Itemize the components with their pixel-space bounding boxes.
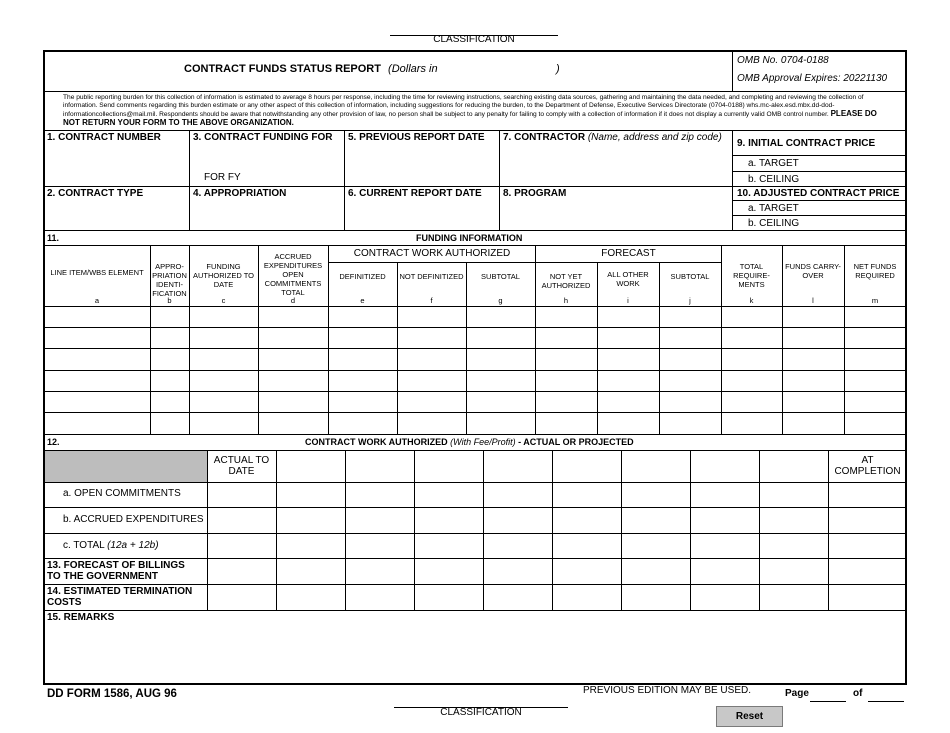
cwa-cell[interactable]	[208, 559, 276, 584]
cwa-cell[interactable]	[760, 534, 828, 558]
funding-cell[interactable]	[598, 371, 659, 391]
cwa-cell[interactable]	[622, 508, 690, 533]
funding-cell[interactable]	[660, 307, 721, 327]
cwa-period-header-cell[interactable]	[691, 451, 759, 481]
funding-cell[interactable]	[598, 392, 659, 412]
funding-cell[interactable]	[151, 349, 189, 370]
funding-cell[interactable]	[151, 413, 189, 434]
cwa-cell[interactable]	[346, 483, 414, 507]
funding-cell[interactable]	[151, 307, 189, 327]
cwa-cell[interactable]	[691, 483, 759, 507]
initial-contract-price-label: 9. INITIAL CONTRACT PRICE	[737, 138, 876, 149]
form-id: DD FORM 1586, AUG 96	[47, 688, 177, 700]
funding-cell[interactable]	[722, 413, 782, 434]
title-close-paren: )	[556, 63, 560, 75]
open-commitments-label: a. OPEN COMMITMENTS	[63, 488, 181, 499]
funding-cell[interactable]	[151, 371, 189, 391]
burden-statement: The public reporting burden for this collection of information is estimated to average 8 hours per response, including the time for reviewing instructions, searching existing data sources, gathering and maintaining the data needed, and completing and reviewing the collection of information. Send comments regarding this burden estimate or any other aspect of this collection of information, including suggestions for reducing the burden, to the Department of Defense, Executive Services Directorate (0704-0188) whs.mc-alex.esd.mbx.dd-dod-informationcollections@mail.mil. Respondents should be aware that notwithstanding any other provision of law, no person shall be subject to any penalty for failing to comply with a collection of information if it does not display a currently valid OMB control number. PLEASE DO NOT RETURN YOUR FORM TO THE ABOVE ORGANIZATION.	[63, 94, 877, 127]
cwa-cell[interactable]	[484, 534, 552, 558]
funding-column-letter: l	[812, 296, 814, 305]
of-label: of	[853, 688, 863, 699]
funding-cell[interactable]	[45, 371, 150, 391]
cwa-cell[interactable]	[277, 534, 345, 558]
cwa-cell[interactable]	[346, 508, 414, 533]
previous-edition-note: PREVIOUS EDITION MAY BE USED.	[583, 685, 751, 696]
funding-column-header: DEFINITIZED	[339, 272, 386, 281]
previous-report-date-label: 5. PREVIOUS REPORT DATE	[348, 132, 485, 143]
initial-ceiling-field[interactable]	[810, 173, 904, 185]
program-field[interactable]	[501, 201, 731, 229]
funding-column-header: ALL OTHER WORK	[607, 270, 649, 288]
contract-number-label: 1. CONTRACT NUMBER	[47, 132, 161, 143]
cwa-cell[interactable]	[415, 534, 483, 558]
initial-target-label: a. TARGET	[748, 158, 799, 169]
funding-cell[interactable]	[190, 307, 258, 327]
cwa-period-header-cell[interactable]	[760, 451, 828, 481]
cwa-cell[interactable]	[277, 483, 345, 507]
cwa-cell[interactable]	[346, 585, 414, 610]
cwa-cell[interactable]	[415, 508, 483, 533]
cwa-cell[interactable]	[553, 534, 621, 558]
cwa-cell[interactable]	[277, 508, 345, 533]
contractor-label: 7. CONTRACTOR (Name, address and zip code)	[503, 132, 722, 143]
funding-column-header: FUNDING AUTHORIZED TO DATE	[193, 262, 254, 289]
cwa-cell[interactable]	[415, 585, 483, 610]
funding-cell[interactable]	[845, 371, 906, 391]
cwa-section-number: 12.	[47, 437, 60, 447]
cwa-cell[interactable]	[760, 585, 828, 610]
remarks-label: 15. REMARKS	[47, 612, 115, 623]
funding-column-header: NOT DEFINITIZED	[399, 272, 464, 281]
page-label: Page	[785, 688, 809, 699]
funding-cell[interactable]	[598, 307, 659, 327]
funding-cell[interactable]	[259, 349, 328, 370]
funding-column-letter: i	[627, 296, 629, 305]
cwa-cell[interactable]	[208, 508, 276, 533]
cwa-cell[interactable]	[829, 508, 906, 533]
funding-column-letter: c	[221, 296, 226, 305]
funding-column-header: LINE ITEM/WBS ELEMENT	[50, 268, 144, 277]
cwa-cell[interactable]	[553, 508, 621, 533]
termination-costs-label: 14. ESTIMATED TERMINATION COSTS	[47, 586, 193, 608]
current-report-date-field[interactable]	[346, 201, 498, 229]
funding-cell[interactable]	[259, 371, 328, 391]
funding-cell[interactable]	[722, 307, 782, 327]
funding-cell[interactable]	[329, 328, 397, 348]
funding-cell[interactable]	[845, 392, 906, 412]
cwa-cell[interactable]	[415, 483, 483, 507]
funding-column-letter: h	[563, 296, 569, 305]
form-title: CONTRACT FUNDS STATUS REPORT (Dollars in	[184, 63, 438, 75]
funding-cell[interactable]	[845, 307, 906, 327]
funding-section-number: 11.	[47, 233, 60, 243]
funding-cell[interactable]	[536, 413, 597, 434]
funding-cell[interactable]	[398, 328, 466, 348]
funding-cell[interactable]	[660, 328, 721, 348]
cwa-period-header-cell[interactable]	[277, 451, 345, 481]
cwa-cell[interactable]	[691, 559, 759, 584]
funding-cell[interactable]	[190, 328, 258, 348]
gray-header-block	[45, 451, 207, 482]
funding-cell[interactable]	[845, 413, 906, 434]
cwa-cell[interactable]	[829, 559, 906, 584]
cwa-cell[interactable]	[484, 585, 552, 610]
funding-cell[interactable]	[190, 392, 258, 412]
funding-cell[interactable]	[45, 413, 150, 434]
funding-cell[interactable]	[783, 307, 844, 327]
contract-number-field[interactable]	[45, 145, 188, 185]
page-number-field[interactable]	[810, 701, 846, 702]
contract-work-authorized-group: CONTRACT WORK AUTHORIZED	[353, 248, 511, 259]
cwa-cell[interactable]	[484, 483, 552, 507]
funding-cell[interactable]	[151, 392, 189, 412]
funding-column-header: APPRO- PRIATION IDENTI- FICATION	[152, 262, 187, 298]
funding-cell[interactable]	[329, 413, 397, 434]
contractor-field[interactable]	[501, 145, 731, 185]
funding-cell[interactable]	[151, 328, 189, 348]
omb-expires: OMB Approval Expires: 20221130	[737, 73, 888, 84]
cwa-cell[interactable]	[691, 534, 759, 558]
funding-cell[interactable]	[467, 392, 535, 412]
funding-column-letter: m	[871, 296, 879, 305]
funding-section-title: FUNDING INFORMATION	[416, 233, 523, 243]
funding-cell[interactable]	[398, 413, 466, 434]
appropriation-field[interactable]	[191, 201, 343, 229]
funding-cell[interactable]	[190, 413, 258, 434]
funding-column-letter: a	[94, 296, 100, 305]
funding-column-letter: k	[749, 296, 754, 305]
initial-target-field[interactable]	[810, 157, 904, 170]
funding-cell[interactable]	[398, 371, 466, 391]
funding-cell[interactable]	[845, 349, 906, 370]
funding-cell[interactable]	[45, 307, 150, 327]
actual-to-date-header: ACTUAL TO DATE	[213, 455, 270, 477]
funding-cell[interactable]	[536, 307, 597, 327]
funding-cell[interactable]	[783, 349, 844, 370]
funding-cell[interactable]	[329, 349, 397, 370]
cwa-cell[interactable]	[415, 559, 483, 584]
funding-cell[interactable]	[398, 349, 466, 370]
funding-cell[interactable]	[45, 392, 150, 412]
cwa-cell[interactable]	[484, 559, 552, 584]
funding-cell[interactable]	[259, 413, 328, 434]
cwa-cell[interactable]	[208, 483, 276, 507]
cwa-cell[interactable]	[760, 559, 828, 584]
funding-cell[interactable]	[722, 328, 782, 348]
funding-cell[interactable]	[467, 371, 535, 391]
funding-column-letter: f	[430, 296, 433, 305]
funding-column-header: NET FUNDS REQUIRED	[853, 262, 897, 280]
initial-ceiling-label: b. CEILING	[748, 174, 800, 185]
funding-cell[interactable]	[783, 413, 844, 434]
funding-cell[interactable]	[467, 307, 535, 327]
funding-cell[interactable]	[660, 392, 721, 412]
at-completion-header: AT COMPLETION	[834, 455, 901, 477]
funding-cell[interactable]	[259, 392, 328, 412]
funding-cell[interactable]	[598, 413, 659, 434]
cwa-cell[interactable]	[691, 508, 759, 533]
cwa-period-header-cell[interactable]	[415, 451, 483, 481]
cwa-cell[interactable]	[829, 534, 906, 558]
cwa-period-header-cell[interactable]	[553, 451, 621, 481]
cwa-cell[interactable]	[346, 534, 414, 558]
cwa-cell[interactable]	[622, 483, 690, 507]
funding-cell[interactable]	[845, 328, 906, 348]
cwa-period-header-cell[interactable]	[484, 451, 552, 481]
funding-cell[interactable]	[722, 371, 782, 391]
funding-cell[interactable]	[598, 349, 659, 370]
funding-cell[interactable]	[536, 328, 597, 348]
page-total-field[interactable]	[868, 701, 904, 702]
funding-cell[interactable]	[398, 392, 466, 412]
funding-cell[interactable]	[660, 349, 721, 370]
cwa-cell[interactable]	[622, 559, 690, 584]
funding-cell[interactable]	[783, 392, 844, 412]
cwa-cell[interactable]	[760, 508, 828, 533]
funding-column-letter: b	[167, 296, 172, 305]
cwa-cell[interactable]	[277, 559, 345, 584]
funding-cell[interactable]	[536, 371, 597, 391]
adjusted-contract-price-label: 10. ADJUSTED CONTRACT PRICE	[737, 188, 900, 199]
adjusted-target-field[interactable]	[810, 202, 904, 214]
cwa-period-header-cell[interactable]	[346, 451, 414, 481]
contract-funding-for-label: 3. CONTRACT FUNDING FOR	[193, 132, 333, 143]
cwa-cell[interactable]	[760, 483, 828, 507]
cwa-cell[interactable]	[829, 585, 906, 610]
classification-bottom: CLASSIFICATION	[440, 707, 522, 718]
cwa-cell[interactable]	[691, 585, 759, 610]
accrued-expenditures-label: b. ACCRUED EXPENDITURES	[63, 514, 204, 525]
adjusted-ceiling-field[interactable]	[810, 217, 904, 229]
funding-cell[interactable]	[329, 371, 397, 391]
funding-cell[interactable]	[329, 307, 397, 327]
cwa-cell[interactable]	[346, 559, 414, 584]
funding-column-letter: d	[290, 296, 296, 305]
cwa-cell[interactable]	[277, 585, 345, 610]
funding-cell[interactable]	[660, 413, 721, 434]
funding-cell[interactable]	[398, 307, 466, 327]
omb-number: OMB No. 0704-0188	[737, 55, 829, 66]
cwa-cell[interactable]	[829, 483, 906, 507]
funding-column-header: ACCRUED EXPENDITURES OPEN COMMITMENTS TOTAL	[263, 252, 323, 297]
for-fy-label: FOR FY	[204, 172, 241, 183]
funding-cell[interactable]	[190, 371, 258, 391]
funding-cell[interactable]	[45, 349, 150, 370]
cwa-cell[interactable]	[208, 534, 276, 558]
funding-cell[interactable]	[536, 349, 597, 370]
cwa-cell[interactable]	[553, 585, 621, 610]
previous-report-date-field[interactable]	[346, 145, 498, 185]
funding-column-header: SUBTOTAL	[670, 272, 710, 281]
cwa-period-header-cell[interactable]	[622, 451, 690, 481]
contract-type-field[interactable]	[45, 201, 188, 229]
cwa-cell[interactable]	[208, 585, 276, 610]
funding-cell[interactable]	[467, 413, 535, 434]
adjusted-ceiling-label: b. CEILING	[748, 218, 800, 229]
funding-column-letter: e	[360, 296, 365, 305]
cwa-cell[interactable]	[622, 585, 690, 610]
cwa-section-title: CONTRACT WORK AUTHORIZED (With Fee/Profit) - ACTUAL OR PROJECTED	[305, 437, 634, 447]
funding-cell[interactable]	[722, 392, 782, 412]
appropriation-label: 4. APPROPRIATION	[193, 188, 287, 199]
cwa-cell[interactable]	[553, 483, 621, 507]
funding-column-letter: g	[498, 296, 503, 305]
cwa-cell[interactable]	[553, 559, 621, 584]
classification-top: CLASSIFICATION	[433, 34, 515, 45]
funding-cell[interactable]	[536, 392, 597, 412]
forecast-group: FORECAST	[601, 248, 656, 259]
funding-cell[interactable]	[190, 349, 258, 370]
funding-cell[interactable]	[660, 371, 721, 391]
funding-cell[interactable]	[722, 349, 782, 370]
forecast-billings-label: 13. FORECAST OF BILLINGS TO THE GOVERNMENT	[47, 560, 185, 582]
funding-column-header: SUBTOTAL	[481, 272, 520, 281]
funding-cell[interactable]	[783, 328, 844, 348]
program-label: 8. PROGRAM	[503, 188, 567, 199]
reset-button[interactable]: Reset	[716, 706, 783, 727]
funding-cell[interactable]	[598, 328, 659, 348]
contract-type-label: 2. CONTRACT TYPE	[47, 188, 144, 199]
funding-cell[interactable]	[467, 349, 535, 370]
current-report-date-label: 6. CURRENT REPORT DATE	[348, 188, 482, 199]
funding-column-header: TOTAL REQUIRE- MENTS	[733, 262, 770, 289]
funding-cell[interactable]	[467, 328, 535, 348]
funding-column-header: FUNDS CARRY- OVER	[785, 262, 841, 280]
funding-cell[interactable]	[329, 392, 397, 412]
adjusted-target-label: a. TARGET	[748, 203, 799, 214]
fiscal-year-field[interactable]	[240, 168, 340, 184]
funding-cell[interactable]	[259, 307, 328, 327]
remarks-field[interactable]	[45, 624, 905, 683]
funding-column-letter: j	[689, 296, 691, 305]
total-label: c. TOTAL (12a + 12b)	[63, 540, 159, 551]
cwa-cell[interactable]	[484, 508, 552, 533]
funding-column-header: NOT YET AUTHORIZED	[541, 272, 591, 290]
funding-cell[interactable]	[259, 328, 328, 348]
cwa-cell[interactable]	[622, 534, 690, 558]
funding-cell[interactable]	[783, 371, 844, 391]
funding-cell[interactable]	[45, 328, 150, 348]
